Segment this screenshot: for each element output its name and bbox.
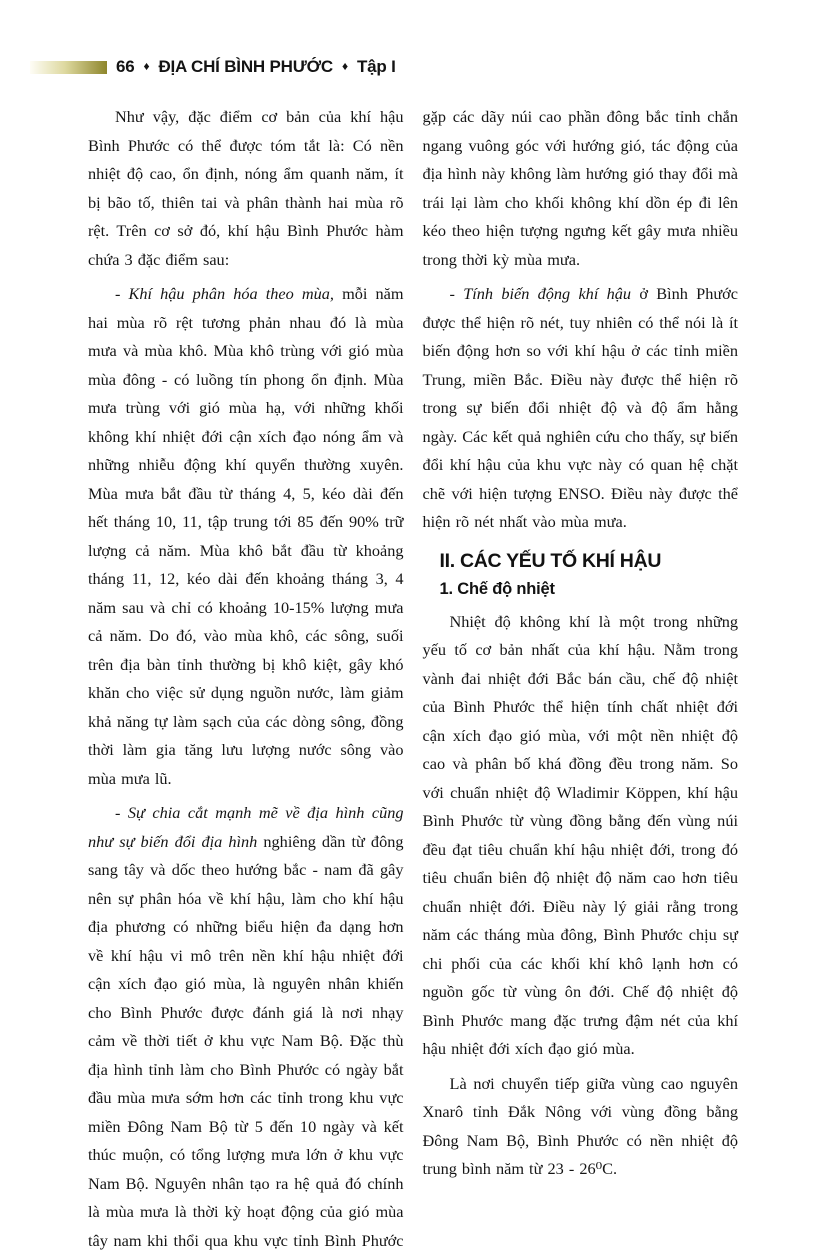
diamond-icon: ♦ (342, 59, 348, 73)
page-number: 66 (116, 57, 135, 76)
paragraph (88, 799, 404, 1255)
paragraph (88, 280, 404, 793)
book-title: ĐỊA CHÍ BÌNH PHƯỚC (158, 57, 333, 76)
left-column (88, 103, 404, 1255)
paragraph-lead: - Khí hậu phân hóa theo mùa, (115, 284, 334, 303)
paragraph-text: nghiêng dần từ đông sang tây và dốc theo hướng bắc - nam đã gây nên sự phân hóa về khí hậu, làm cho khí hậu địa phương có những biểu hiện đa dạng hơn về khí hậu vi mô trên nền khí hậu nhiệt đới cận xích đạo gió mùa, là nguyên nhân khiến cho Bình Phước được đánh giá là nơi nhạy cảm về thời tiết ở khu vực Nam Bộ. Đặc thù địa hình tỉnh làm cho Bình Phước có ngày bắt đầu mùa mưa sớm hơn các tỉnh trong khu vực miền Đông Nam Bộ từ 5 đến 10 ngày và kết thúc muộn, có tổng lượng mưa lớn ở khu vực Nam Bộ. Nguyên nhân tạo ra hệ quả đó chính là mùa mưa là thời kỳ hoạt động của gió mùa tây nam khi thổi qua khu vực tỉnh Bình Phước (88, 831, 404, 1250)
paragraph (423, 608, 739, 1064)
subsection-heading: 1. Chế độ nhiệt (439, 579, 555, 598)
section-heading: II. CÁC YẾU TỐ KHÍ HẬU (439, 549, 662, 572)
paragraph-lead: - Tính biến động khí hậu (449, 284, 632, 303)
volume-label: Tập I (356, 57, 396, 76)
diamond-icon: ♦ (143, 59, 150, 73)
paragraph (88, 103, 404, 274)
header-accent-bar (30, 61, 107, 74)
paragraph-text: Như vậy, đặc điểm cơ bản của khí hậu Bình Phước có thể được tóm tắt là: Có nền nhiệt độ cao, ổn định, nóng ẩm quanh năm, ít bị bão tố, thiên tai và phân thành hai mùa rõ rệt. Trên cơ sở đó, khí hậu Bình Phước hàm chứa 3 đặc điểm sau: (88, 107, 404, 269)
text-columns (88, 103, 738, 1255)
paragraph (423, 1070, 739, 1184)
paragraph-text: Nhiệt độ không khí là một trong những yếu tố cơ bản nhất của khí hậu. Nằm trong vành đai nhiệt đới Bắc bán cầu, chế độ nhiệt của Bình Phước thể hiện tính chất nhiệt đới cận xích đạo gió mùa, với một nền nhiệt độ cao và phân bố khá đồng đều trong năm. So với chuẩn nhiệt độ Wladimir Köppen, khí hậu Bình Phước từ vùng đồng bằng đến vùng núi đều đạt tiêu chuẩn khí hậu nhiệt đới, trong đó tiêu chuẩn biên độ nhiệt độ năm cao hơn tiêu chuẩn nhiệt đới. Điều này lý giải rằng trong năm các tháng mùa đông, Bình Phước chịu sự chi phối của các khối khí khô lạnh hơn có nguồn gốc từ vùng ôn đới. Chế độ nhiệt độ Bình Phước mang đặc trưng đậm nét của khí hậu nhiệt đới xích đạo gió mùa. (422, 611, 738, 1058)
paragraph-lead: - Sự chia cắt mạnh mẽ về địa hình cũng như sự biến đổi địa hình (88, 803, 404, 851)
paragraph-text: gặp các dãy núi cao phần đông bắc tỉnh chắn ngang vuông góc với hướng gió, tác động của địa hình này không làm hướng gió thay đổi mà trái lại làm cho khối không khí dồn ép đi lên kéo theo hiện tượng ngưng kết gây mưa nhiều trong thời kỳ mùa mưa. (422, 107, 738, 269)
paragraph-text: mỗi năm hai mùa rõ rệt tương phản nhau đó là mùa mưa và mùa khô. Mùa khô trùng với gió mùa mùa đông - có luồng tín phong ổn định. Mùa mưa trùng với gió mùa hạ, với những khối không khí nhiệt đới cận xích đạo nóng ẩm và những nhiễu động khí quyển thường xuyên. Mùa mưa bắt đầu từ tháng 4, 5, kéo dài đến hết tháng 10, 11, tập trung tới 85 đến 90% trữ lượng cả năm. Mùa khô bắt đầu từ khoảng tháng 11, 12, kéo dài đến khoảng tháng 3, 4 năm sau và chỉ có khoảng 10-15% lượng mưa cả năm. Do đó, vào mùa khô, các sông, suối trên địa bàn tỉnh thường bị khô kiệt, gây khó khăn cho việc sử dụng nguồn nước, làm giảm khả năng tự làm sạch của các dòng sông, đồng thời làm gia tăng lưu lượng nước sông vào mùa mưa lũ. (88, 284, 404, 788)
paragraph (423, 280, 739, 537)
paragraph (423, 103, 739, 274)
paragraph-text: Là nơi chuyển tiếp giữa vùng cao nguyên Xnarô tỉnh Đắk Nông với vùng đồng bằng Đông Nam Bộ, Bình Phước có nền nhiệt độ trung bình năm từ 23 - 26⁰C. (422, 1073, 738, 1178)
paragraph-text: ở Bình Phước được thể hiện rõ nét, tuy nhiên có thể nói là ít biến động hơn so với khí hậu ở các tỉnh miền Trung, miền Bắc. Điều này được thể hiện rõ trong sự biến đổi nhiệt độ và độ ẩm hằng ngày. Các kết quả nghiên cứu cho thấy, sự biến đổi khí hậu của khu vực này có quan hệ chặt chẽ với hiện tượng ENSO. Điều này được thể hiện rõ nét nhất vào mùa mưa. (422, 284, 738, 531)
right-column (423, 103, 739, 1255)
running-header (30, 57, 396, 77)
